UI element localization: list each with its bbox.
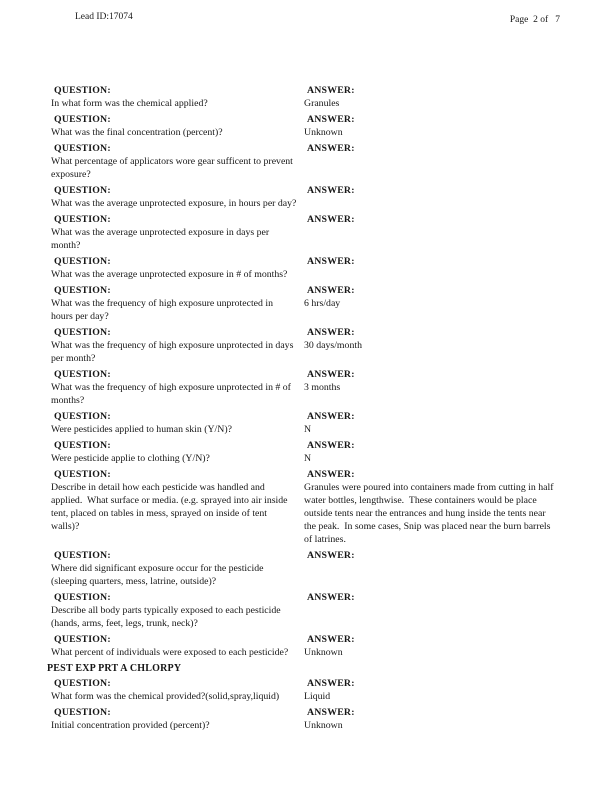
lead-id-label: Lead ID:17074 bbox=[75, 12, 133, 22]
question-text: What percentage of applicators wore gear sufficent to prevent exposure? bbox=[51, 156, 296, 180]
answer-label: ANSWER: bbox=[307, 469, 355, 480]
answer-column bbox=[304, 591, 557, 604]
qa-row bbox=[51, 368, 557, 407]
answer-label: ANSWER: bbox=[307, 214, 355, 225]
qa-row bbox=[51, 410, 557, 436]
page-header bbox=[0, 0, 612, 25]
answer-text: Liquid bbox=[304, 691, 331, 702]
qa-row bbox=[51, 113, 557, 139]
answer-column bbox=[304, 706, 557, 732]
answer-column bbox=[304, 549, 557, 562]
answer-column bbox=[304, 677, 557, 703]
qa-row bbox=[51, 549, 557, 588]
answer-text: Granules bbox=[304, 98, 340, 109]
answer-label: ANSWER: bbox=[307, 327, 355, 338]
question-text: What form was the chemical provided?(solid,spray,liquid) bbox=[51, 691, 280, 702]
question-text: Initial concentration provided (percent)? bbox=[51, 720, 210, 731]
question-column bbox=[51, 184, 304, 210]
answer-text: 6 hrs/day bbox=[304, 298, 341, 309]
answer-column bbox=[304, 255, 557, 268]
question-column bbox=[51, 633, 304, 659]
question-text: What was the frequency of high exposure unprotected in days per month? bbox=[51, 340, 296, 364]
question-label: QUESTION: bbox=[54, 550, 111, 561]
question-text: Were pesticide applie to clothing (Y/N)? bbox=[51, 453, 210, 464]
qa-row bbox=[51, 326, 557, 365]
question-column bbox=[51, 84, 304, 110]
answer-text: N bbox=[304, 424, 312, 435]
answer-column bbox=[304, 184, 557, 197]
qa-row bbox=[51, 706, 557, 732]
answer-label: ANSWER: bbox=[307, 634, 355, 645]
qa-row bbox=[51, 255, 557, 281]
question-text: What was the final concentration (percent)? bbox=[51, 127, 223, 138]
question-text: What was the frequency of high exposure unprotected in # of months? bbox=[51, 382, 294, 406]
question-text: What percent of individuals were exposed to each pesticide? bbox=[51, 647, 289, 658]
qa-row bbox=[51, 633, 557, 659]
question-column bbox=[51, 439, 304, 465]
answer-text: Granules were poured into containers made from cutting in half water bottles, lengthwise. These containers would be place outside tents near the entrances and hung inside the tents near the peak. In some cases, Snip was placed near the burn barrels of latrines. bbox=[304, 482, 556, 545]
answer-label: ANSWER: bbox=[307, 369, 355, 380]
answer-text: Unknown bbox=[304, 647, 343, 658]
question-label: QUESTION: bbox=[54, 707, 111, 718]
question-label: QUESTION: bbox=[54, 143, 111, 154]
answer-text: Unknown bbox=[304, 720, 343, 731]
question-label: QUESTION: bbox=[54, 327, 111, 338]
question-text: What was the average unprotected exposure in # of months? bbox=[51, 269, 288, 280]
qa-row bbox=[51, 84, 557, 110]
qa-row bbox=[51, 591, 557, 630]
question-column bbox=[51, 549, 304, 588]
answer-label: ANSWER: bbox=[307, 678, 355, 689]
answer-label: ANSWER: bbox=[307, 256, 355, 267]
answer-text: 3 months bbox=[304, 382, 341, 393]
question-column bbox=[51, 213, 304, 252]
answer-column bbox=[304, 84, 557, 110]
qa-row bbox=[51, 213, 557, 252]
question-label: QUESTION: bbox=[54, 85, 111, 96]
answer-column bbox=[304, 410, 557, 436]
question-text: What was the average unprotected exposure, in hours per day? bbox=[51, 198, 297, 209]
question-column bbox=[51, 468, 304, 533]
question-column bbox=[51, 326, 304, 365]
answer-text: 30 days/month bbox=[304, 340, 362, 351]
answer-column bbox=[304, 633, 557, 659]
question-column bbox=[51, 113, 304, 139]
answer-label: ANSWER: bbox=[307, 550, 355, 561]
question-label: QUESTION: bbox=[54, 440, 111, 451]
question-text: Were pesticides applied to human skin (Y/N)? bbox=[51, 424, 232, 435]
answer-column bbox=[304, 284, 557, 310]
answer-label: ANSWER: bbox=[307, 707, 355, 718]
qa-row bbox=[51, 439, 557, 465]
question-text: In what form was the chemical applied? bbox=[51, 98, 208, 109]
qa-row bbox=[51, 284, 557, 323]
qa-row bbox=[51, 142, 557, 181]
question-column bbox=[51, 410, 304, 436]
question-label: QUESTION: bbox=[54, 469, 111, 480]
question-label: QUESTION: bbox=[54, 592, 111, 603]
question-label: QUESTION: bbox=[54, 114, 111, 125]
qa-row bbox=[51, 468, 557, 546]
answer-column bbox=[304, 368, 557, 394]
page-number-label: Page 2 of 7 bbox=[509, 15, 560, 25]
question-text: What was the frequency of high exposure unprotected in hours per day? bbox=[51, 298, 276, 322]
question-text: Where did significant exposure occur for the pesticide (sleeping quarters, mess, latrine, outside)? bbox=[51, 563, 266, 587]
answer-label: ANSWER: bbox=[307, 185, 355, 196]
question-column bbox=[51, 284, 304, 323]
answer-column bbox=[304, 113, 557, 139]
answer-label: ANSWER: bbox=[307, 85, 355, 96]
question-label: QUESTION: bbox=[54, 678, 111, 689]
question-label: QUESTION: bbox=[54, 411, 111, 422]
answer-label: ANSWER: bbox=[307, 285, 355, 296]
answer-column bbox=[304, 468, 557, 546]
question-label: QUESTION: bbox=[54, 185, 111, 196]
question-label: QUESTION: bbox=[54, 634, 111, 645]
answer-label: ANSWER: bbox=[307, 114, 355, 125]
answer-column bbox=[304, 213, 557, 226]
question-column bbox=[51, 255, 304, 281]
question-text: What was the average unprotected exposure in days per month? bbox=[51, 227, 272, 251]
answer-column bbox=[304, 439, 557, 465]
question-column bbox=[51, 706, 304, 732]
answer-label: ANSWER: bbox=[307, 592, 355, 603]
qa-content bbox=[47, 84, 557, 732]
answer-label: ANSWER: bbox=[307, 143, 355, 154]
section-heading-pest-exp-prt-a-chlorpy: PEST EXP PRT A CHLORPY bbox=[47, 663, 182, 674]
question-text: Describe in detail how each pesticide was handled and applied. What surface or media. (e.g. sprayed into air inside tent, placed on tables in mess, sprayed on inside of tent walls)? bbox=[51, 482, 290, 532]
question-column bbox=[51, 591, 304, 630]
qa-row bbox=[51, 184, 557, 210]
question-label: QUESTION: bbox=[54, 285, 111, 296]
question-label: QUESTION: bbox=[54, 214, 111, 225]
question-label: QUESTION: bbox=[54, 369, 111, 380]
answer-label: ANSWER: bbox=[307, 440, 355, 451]
answer-text: Unknown bbox=[304, 127, 343, 138]
answer-column bbox=[304, 326, 557, 352]
qa-row bbox=[51, 677, 557, 703]
question-column bbox=[51, 142, 304, 181]
question-text: Describe all body parts typically exposed to each pesticide (hands, arms, feet, legs, trunk, neck)? bbox=[51, 605, 284, 629]
answer-label: ANSWER: bbox=[307, 411, 355, 422]
answer-column bbox=[304, 142, 557, 155]
answer-text: N bbox=[304, 453, 312, 464]
question-column bbox=[51, 368, 304, 407]
question-label: QUESTION: bbox=[54, 256, 111, 267]
question-column bbox=[51, 677, 304, 703]
